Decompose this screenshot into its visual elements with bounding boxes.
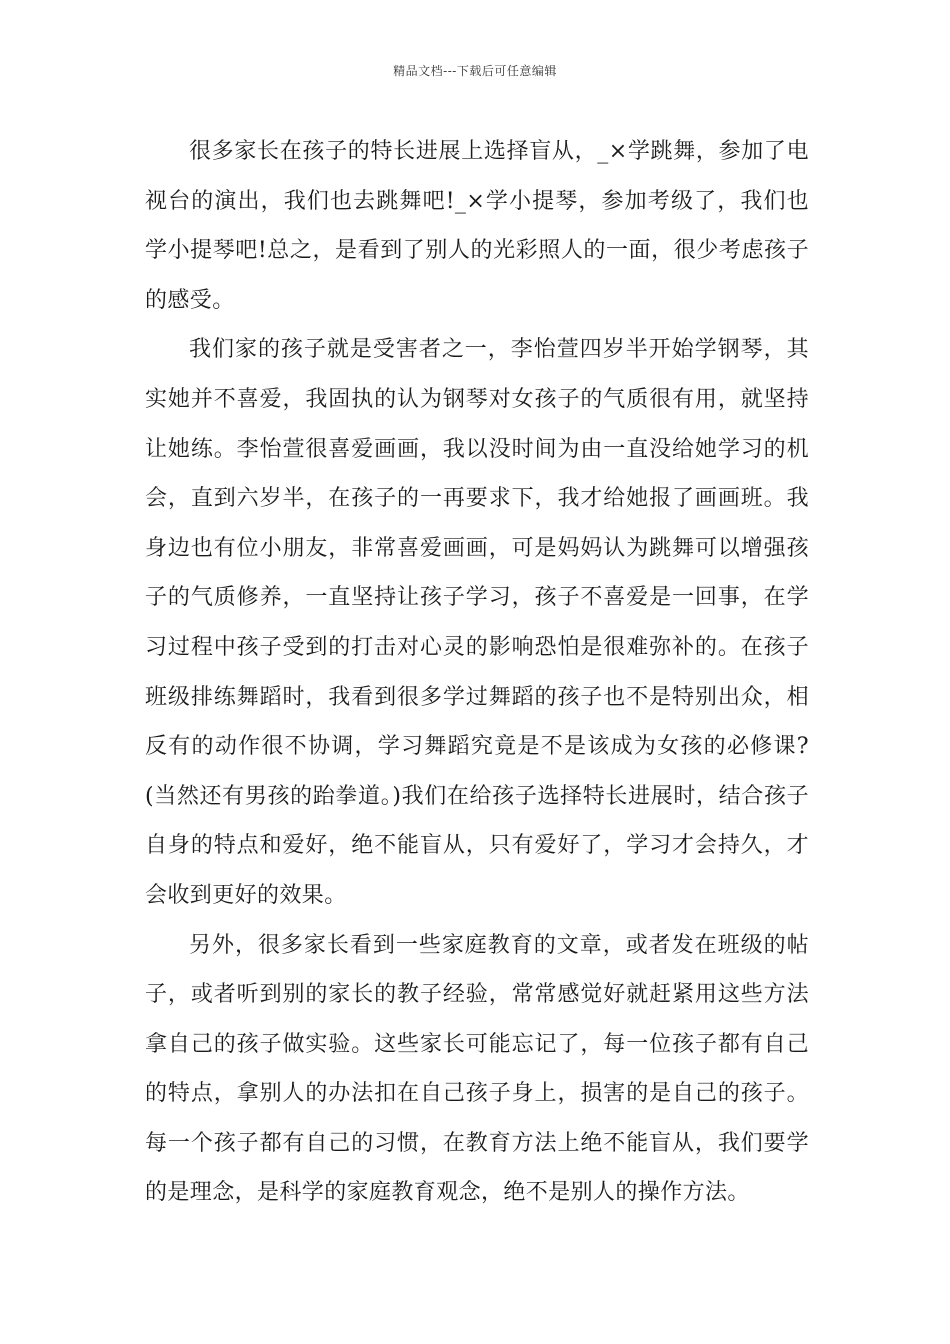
paragraph-3: 另外，很多家长看到一些家庭教育的文章，或者发在班级的帖子，或者听到别的家长的教子经验，常常感觉好就赶紧用这些方法拿自己的孩子做实验。这些家长可能忘记了，每一位孩子都有自己的特点，拿别人的办法扣在自己孩子身上，损害的是自己的孩子。每一个孩子都有自己的习惯，在教育方法上绝不能盲从，我们要学的是理念，是科学的家庭教育观念，绝不是别人的操作方法。 — [145, 932, 809, 1206]
paragraph-2: 我们家的孩子就是受害者之一，李怡萱四岁半开始学钢琴，其实她并不喜爱，我固执的认为钢琴对女孩子的气质很有用，就坚持让她练。李怡萱很喜爱画画，我以没时间为由一直没给她学习的机会，直到六岁半，在孩子的一再要求下，我才给她报了画画班。我身边也有位小朋友，非常喜爱画画，可是妈妈认为跳舞可以增强孩子的气质修养，一直坚持让孩子学习，孩子不喜爱是一回事，在学习过程中孩子受到的打击对心灵的影响恐怕是很难弥补的。在孩子班级排练舞蹈时，我看到很多学过舞蹈的孩子也不是特别出众，相反有的动作很不协调，学习舞蹈究竟是不是该成为女孩的必修课?(当然还有男孩的跆拳道。)我们在给孩子选择特长进展时，结合孩子自身的特点和爱好，绝不能盲从，只有爱好了，学习才会持久，才会收到更好的效果。 — [145, 337, 809, 908]
document-body — [145, 127, 809, 1218]
paragraph-1: 很多家长在孩子的特长进展上选择盲从，_×学跳舞，参加了电视台的演出，我们也去跳舞吧!_×学小提琴，参加考级了，我们也学小提琴吧!总之，是看到了别人的光彩照人的一面，很少考虑孩子的感受。 — [145, 139, 809, 313]
page-header: 精品文档---下载后可任意编辑 — [393, 64, 557, 78]
